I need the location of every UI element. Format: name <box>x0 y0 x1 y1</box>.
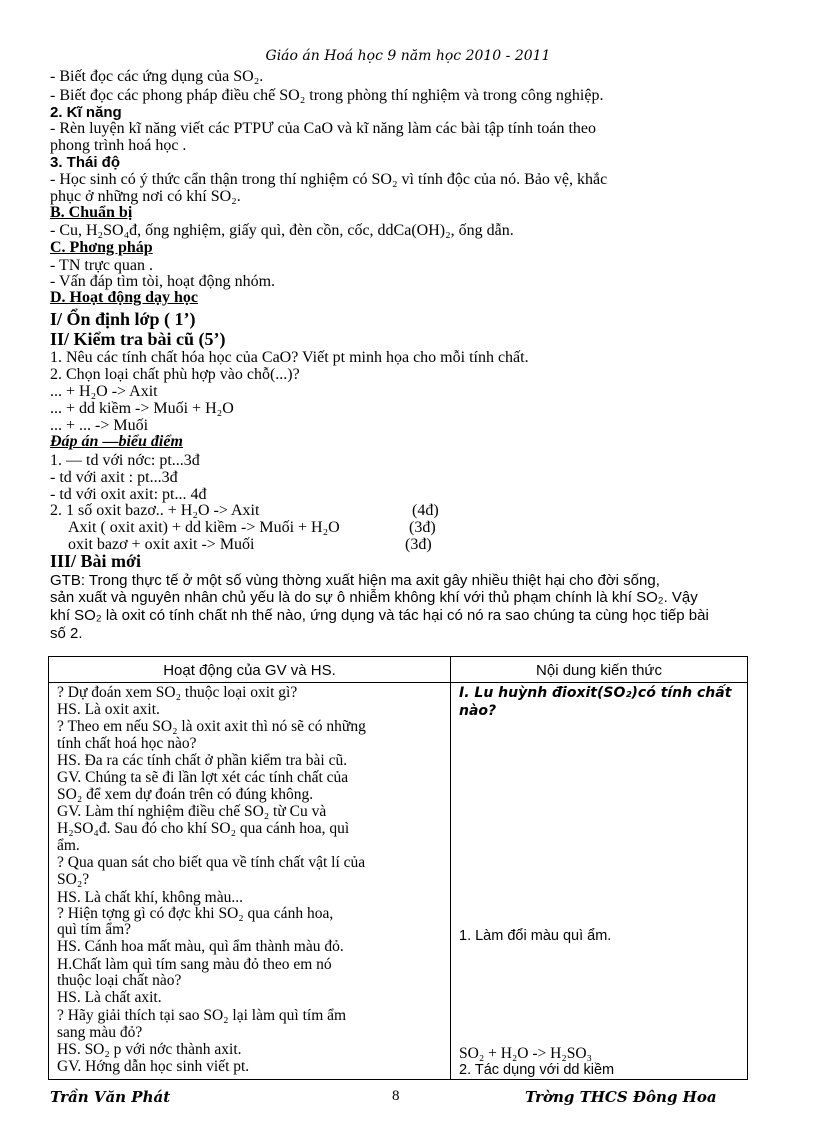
text-line: 2. 1 số oxit bazơ.. + H₂O -> Axit <box>50 502 260 519</box>
table-cell-line: quì tím ẩm? <box>57 921 132 938</box>
content-equation: SO₂ + H₂O -> H₂SO₃ <box>459 1045 592 1062</box>
text-line: - TN trực quan . <box>50 257 154 274</box>
table-cell-line: sang màu đỏ? <box>57 1024 143 1041</box>
text-line: 1. Nêu các tính chất hóa học của CaO? Viết pt minh họa cho mỗi tính chất. <box>50 349 529 366</box>
table-cell-line: ẩm. <box>57 837 80 854</box>
section-heading: III/ Bài mới <box>50 551 141 571</box>
text-line: - Học sinh có ý thức cẩn thận trong thí nghiệm có SO₂ vì tính độc của nó. Bảo vệ, khắc <box>50 171 608 188</box>
table-cell-line: GV. Chúng ta sẽ đi lần lợt xét các tính chất của <box>57 769 349 786</box>
text-line: phong trình hoá học . <box>50 137 187 154</box>
table-cell-line: HS. SO₂ p với nớc thành axit. <box>57 1041 242 1058</box>
text-line: 2. Chọn loại chất phù hợp vào chỗ(...)? <box>50 366 300 383</box>
text-line: - td với axit : pt...3đ <box>50 469 178 486</box>
score-label: (3đ) <box>405 536 432 553</box>
section-heading: I/ Ổn định lớp ( 1’) <box>50 309 196 329</box>
text-line: - Vấn đáp tìm tòi, hoạt động nhóm. <box>50 273 276 290</box>
table-cell-line: ? Qua quan sát cho biết qua về tính chất vật lí của <box>57 854 366 871</box>
section-heading: 2. Kĩ năng <box>50 104 122 121</box>
section-heading: II/ Kiểm tra bài cũ (5’) <box>50 329 226 349</box>
section-heading: D. Hoạt động dạy học <box>50 289 199 306</box>
table-cell-line: SO₂? <box>57 871 90 888</box>
table-cell-line: GV. Hớng dẫn học sinh viết pt. <box>57 1058 250 1075</box>
table-cell-line: ? Theo em nếu SO₂ là oxit axit thì nó sẽ có những <box>57 718 366 735</box>
table-cell-line: ? Hãy giải thích tại sao SO₂ lại làm quì tím ẩm <box>57 1007 347 1024</box>
table-cell-line: HS. Cánh hoa mất màu, quì ẩm thành màu đỏ. <box>57 938 344 955</box>
content-section-title: nào? <box>459 703 497 719</box>
table-cell-line: GV. Làm thí nghiệm điều chế SO₂ từ Cu và <box>57 803 327 820</box>
text-line: - Biết đọc các ứng dụng của SO₂. <box>50 68 264 85</box>
table-cell-line: HS. Đa ra các tính chất ở phần kiểm tra bài cũ. <box>57 752 348 769</box>
table-cell-line: H.Chất làm quì tím sang màu đỏ theo em nó <box>57 956 332 973</box>
text-line: khí SO₂ là oxit có tính chất nh thế nào, ứng dụng và tác hại có nó ra sao chúng ta cùng học tiếp bài <box>50 607 709 624</box>
table-cell-line: H₂SO₄đ. Sau đó cho khí SO₂ qua cánh hoa, quì <box>57 820 350 837</box>
score-label: (3đ) <box>409 519 436 536</box>
table-cell-line: ? Hiện tợng gì có đợc khi SO₂ qua cánh hoa, <box>57 905 334 922</box>
table-cell-line: HS. Là chất axit. <box>57 989 162 1006</box>
text-line: oxit bazơ + oxit axit -> Muối <box>68 536 255 553</box>
content-item: 2. Tác dụng với dd kiềm <box>459 1062 615 1078</box>
text-line: số 2. <box>50 625 83 642</box>
text-line: - td với oxit axit: pt... 4đ <box>50 486 207 503</box>
section-heading: C. Phơng pháp <box>50 239 153 256</box>
lesson-table <box>48 656 748 1080</box>
section-heading: Đáp án —biểu điểm <box>50 433 183 450</box>
table-cell-line: SO₂ để xem dự đoán trên có đúng không. <box>57 786 314 803</box>
score-label: (4đ) <box>412 502 439 519</box>
text-line: ... + H₂O -> Axit <box>50 383 158 400</box>
text-line: sản xuất và nguyên nhân chủ yếu là do sự ô nhiễm không khí với thủ phạm chính là khí SO₂. Vậy <box>50 589 698 606</box>
table-cell-line: ? Dự đoán xem SO₂ thuộc loại oxit gì? <box>57 684 298 701</box>
text-line: - Rèn luyện kĩ năng viết các PTPƯ của CaO và kĩ năng làm các bài tập tính toán theo <box>50 120 597 137</box>
footer-school: Trờng THCS Đông Hoa <box>525 1088 717 1106</box>
section-heading: 3. Thái độ <box>50 154 121 171</box>
text-line: phục ở những nơi có khí SO₂. <box>50 188 241 205</box>
table-cell-line: thuộc loại chất nào? <box>57 972 182 989</box>
content-section-title: I. Lu huỳnh đioxit(SO₂)có tính chất <box>459 685 732 701</box>
text-line: ... + dd kiềm -> Muối + H₂O <box>50 400 234 417</box>
footer-author: Trần Văn Phát <box>50 1088 171 1106</box>
text-line: - Biết đọc các phong pháp điều chế SO₂ trong phòng thí nghiệm và trong công nghiệp. <box>50 87 604 104</box>
col2-header: Nội dung kiến thức <box>536 662 662 679</box>
table-cell-line: tính chất hoá học nào? <box>57 735 197 752</box>
text-line: GTB: Trong thực tế ở một số vùng thờng xuất hiện ma axit gây nhiều thiệt hại cho đời sống, <box>50 572 660 589</box>
table-cell-line: HS. Là chất khí, không màu... <box>57 889 243 906</box>
content-item: 1. Làm đổi màu quì ẩm. <box>459 928 612 944</box>
col1-header: Hoạt động của GV và HS. <box>163 662 336 679</box>
text-line: ... + ... -> Muối <box>50 417 149 434</box>
page-header: Giáo án Hoá học 9 năm học 2010 - 2011 <box>265 48 551 64</box>
column-divider <box>450 657 451 1079</box>
section-heading: B. Chuẩn bị <box>50 204 133 221</box>
text-line: Axit ( oxit axit) + dd kiềm -> Muối + H₂O <box>68 519 340 536</box>
text-line: 1. — td với nớc: pt...3đ <box>50 452 200 469</box>
table-cell-line: HS. Là oxit axit. <box>57 701 160 718</box>
text-line: - Cu, H₂SO₄đ, ống nghiệm, giấy quì, đèn cồn, cốc, ddCa(OH)₂, ống dẫn. <box>50 222 514 239</box>
footer-page-number: 8 <box>392 1088 400 1104</box>
